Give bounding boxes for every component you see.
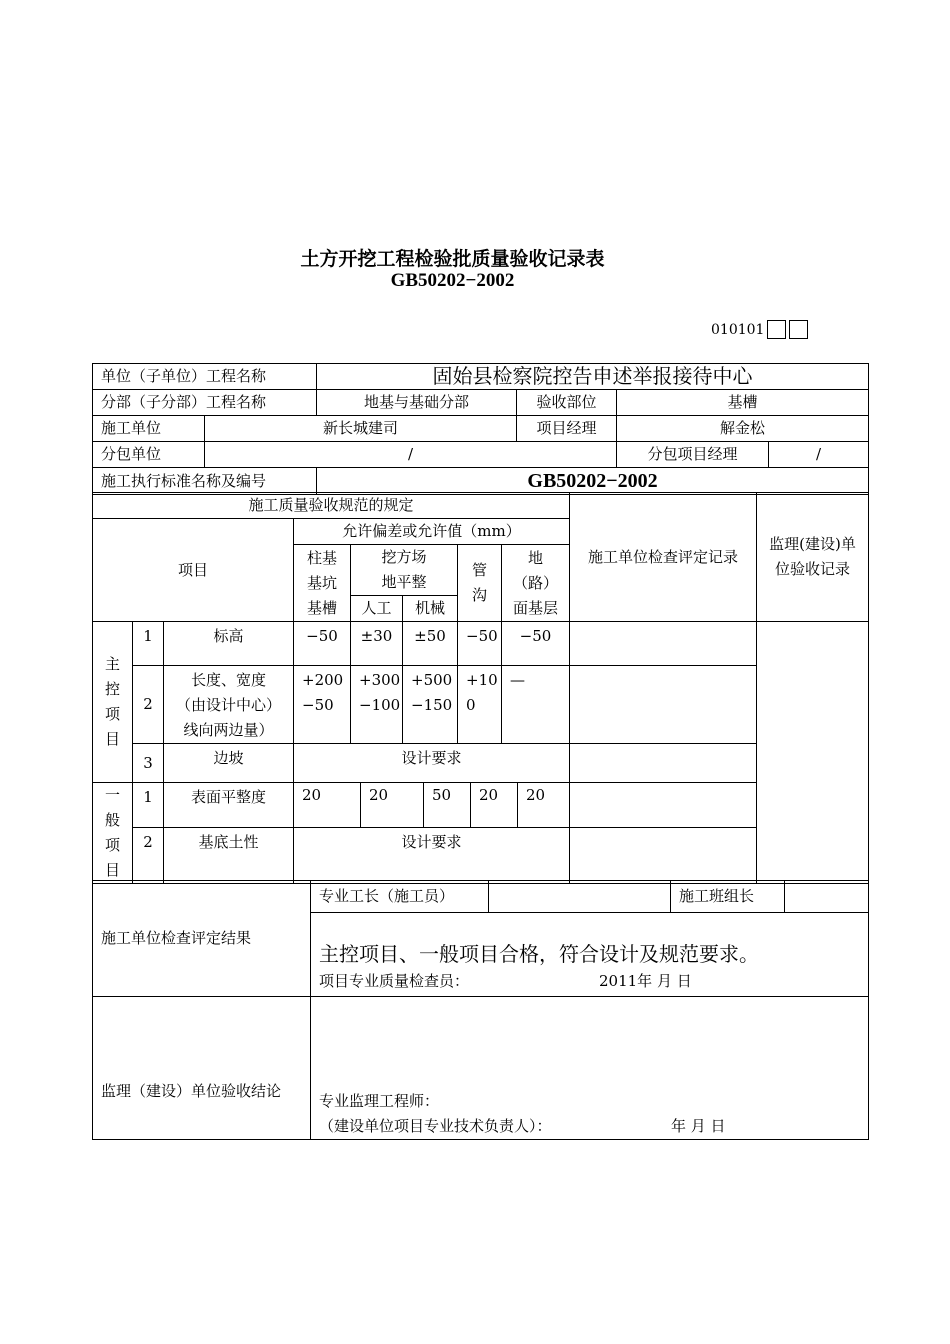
contractor-value: 新长城建司 — [205, 416, 517, 442]
item-name-line-2: （由设计中心） — [175, 696, 281, 714]
tolerance-upper: +200 — [302, 671, 344, 689]
tolerance-value — [294, 666, 351, 744]
col-pit-line-3: 基槽 — [306, 598, 337, 617]
flatness-values — [294, 783, 570, 828]
supervision-content — [311, 997, 869, 1140]
tolerance-value: −50 — [294, 622, 351, 666]
col-pipe-line-2: 沟 — [471, 586, 487, 604]
tolerance-lower: 0 — [466, 696, 476, 714]
tolerance-value — [351, 666, 403, 744]
division-name-label: 分部（子分部）工程名称 — [93, 390, 317, 416]
tolerance-lower: −150 — [411, 696, 453, 714]
contractor-label: 施工单位 — [93, 416, 205, 442]
contractor-record-cell[interactable] — [570, 666, 757, 744]
team-leader-label: 施工班组长 — [671, 881, 785, 913]
conclusion-text: 主控项目、一般项目合格，符合设计及规范要求。 — [319, 942, 759, 966]
col-site-line-1: 挖方场 — [381, 548, 427, 566]
row-number: 1 — [133, 622, 164, 666]
contractor-result-content — [311, 913, 869, 997]
col-pit-header — [294, 545, 351, 622]
supervision-label: 监理（建设）单位验收结论 — [93, 997, 311, 1140]
row-number: 3 — [133, 744, 164, 783]
unit-name-value: 固始县检察院控告申述举报接待中心 — [317, 364, 869, 390]
sub-manager-value: / — [769, 442, 869, 468]
col-pit-line-1: 柱基 — [306, 548, 337, 567]
general-char-3: 项 — [104, 836, 120, 854]
tolerance-upper: +300 — [359, 671, 401, 689]
tolerance-upper: +10 — [466, 671, 498, 689]
item-name-line-1: 长度、宽度 — [190, 671, 266, 689]
supervisor-record-cell[interactable] — [757, 622, 869, 884]
subcontractor-label: 分包单位 — [93, 442, 205, 468]
tolerance-upper: +500 — [411, 671, 453, 689]
item-name: 基底土性 — [164, 828, 294, 884]
contractor-check-header: 施工单位检查评定记录 — [570, 493, 757, 622]
tolerance-value: 20 — [294, 783, 361, 827]
col-road-line-2: （路） — [513, 573, 559, 592]
supervision-engineer: 专业监理工程师： — [319, 1092, 440, 1110]
result-table — [92, 880, 869, 1140]
item-name: 表面平整度 — [164, 783, 294, 828]
spec-table — [92, 492, 869, 884]
supervisor-check-line-1: 监理(建设)单 — [769, 535, 856, 553]
tolerance-value — [458, 666, 502, 744]
tolerance-lower: −100 — [359, 696, 401, 714]
col-pipe-line-1: 管 — [471, 561, 487, 579]
tolerance-value: 50 — [424, 783, 471, 827]
inspector-label: 项目专业质量检查员： — [319, 972, 470, 990]
standard-label: 施工执行标准名称及编号 — [93, 468, 317, 495]
form-code — [711, 320, 808, 339]
row-number: 1 — [133, 783, 164, 828]
tolerance-value: −50 — [458, 622, 502, 666]
col-machine-header: 机械 — [403, 596, 458, 622]
spec-header: 施工质量验收规范的规定 — [93, 493, 570, 519]
standard-number: GB50202−2002 — [390, 270, 515, 291]
col-site-line-2: 地平整 — [381, 573, 427, 591]
form-code-number: 010101 — [711, 321, 765, 338]
row-number: 2 — [133, 666, 164, 744]
project-manager-label: 项目经理 — [517, 416, 617, 442]
item-name: 标高 — [164, 622, 294, 666]
main-control-char-3: 项 — [104, 705, 120, 723]
tolerance-value: ±30 — [351, 622, 403, 666]
item-name — [164, 666, 294, 744]
col-road-line-1: 地 — [528, 548, 544, 567]
tolerance-value: ±50 — [403, 622, 458, 666]
contractor-record-cell[interactable] — [570, 828, 757, 884]
general-char-1: 一 — [104, 786, 120, 804]
standard-value: GB50202−2002 — [317, 468, 869, 495]
tolerance-value: 20 — [471, 783, 518, 827]
team-leader-signature[interactable] — [785, 881, 869, 913]
item-name-line-3: 线向两边量） — [183, 721, 274, 739]
item-name: 边坡 — [164, 744, 294, 783]
col-road-header — [502, 545, 570, 622]
general-char-2: 般 — [104, 811, 120, 829]
acceptance-location-value: 基槽 — [617, 390, 869, 416]
main-control-char-1: 主 — [104, 655, 120, 673]
tolerance-value: 20 — [526, 786, 546, 805]
info-table — [92, 363, 869, 495]
owner-representative: （建设单位项目专业技术负责人）： — [319, 1117, 552, 1135]
tolerance-value: −50 — [502, 622, 570, 666]
tolerance-value — [403, 666, 458, 744]
page-title: 土方开挖工程检验批质量验收记录表 — [300, 248, 605, 270]
contractor-record-cell[interactable] — [570, 622, 757, 666]
main-control-char-4: 目 — [104, 730, 120, 748]
tolerance-value: 20 — [361, 783, 424, 827]
foreman-signature[interactable] — [489, 881, 671, 913]
general-items-label — [93, 783, 133, 884]
col-pit-line-2: 基坑 — [306, 573, 337, 592]
col-manual-header: 人工 — [351, 596, 403, 622]
col-site-header — [351, 545, 458, 596]
main-control-char-2: 控 — [104, 680, 120, 698]
acceptance-location-label: 验收部位 — [517, 390, 617, 416]
general-char-4: 目 — [104, 861, 120, 879]
supervisor-check-header — [757, 493, 869, 622]
tolerance-header: 允许偏差或允许值（mm） — [294, 519, 570, 545]
supervision-date: 年 月 日 — [671, 1117, 726, 1135]
subcontractor-value: / — [205, 442, 617, 468]
row-number: 2 — [133, 828, 164, 884]
col-road-line-3: 面基层 — [513, 598, 559, 617]
result-date: 2011年 月 日 — [599, 972, 692, 990]
tolerance-value: — — [502, 666, 570, 744]
col-pipe-header — [458, 545, 502, 622]
division-name-value: 地基与基础分部 — [317, 390, 517, 416]
contractor-record-cell[interactable] — [570, 744, 757, 783]
design-requirement: 设计要求 — [294, 744, 570, 783]
project-manager-value: 解金松 — [617, 416, 869, 442]
tolerance-lower: −50 — [302, 696, 334, 714]
contractor-result-label: 施工单位检查评定结果 — [93, 881, 311, 997]
code-box-1[interactable] — [767, 320, 786, 339]
unit-name-label: 单位（子单位）工程名称 — [93, 364, 317, 390]
design-requirement: 设计要求 — [294, 828, 570, 884]
foreman-label: 专业工长（施工员） — [311, 881, 489, 913]
item-header: 项目 — [93, 519, 294, 622]
contractor-record-cell[interactable] — [570, 783, 757, 828]
main-control-label — [93, 622, 133, 783]
supervisor-check-line-2: 位验收记录 — [775, 560, 851, 578]
sub-manager-label: 分包项目经理 — [617, 442, 769, 468]
code-box-2[interactable] — [789, 320, 808, 339]
